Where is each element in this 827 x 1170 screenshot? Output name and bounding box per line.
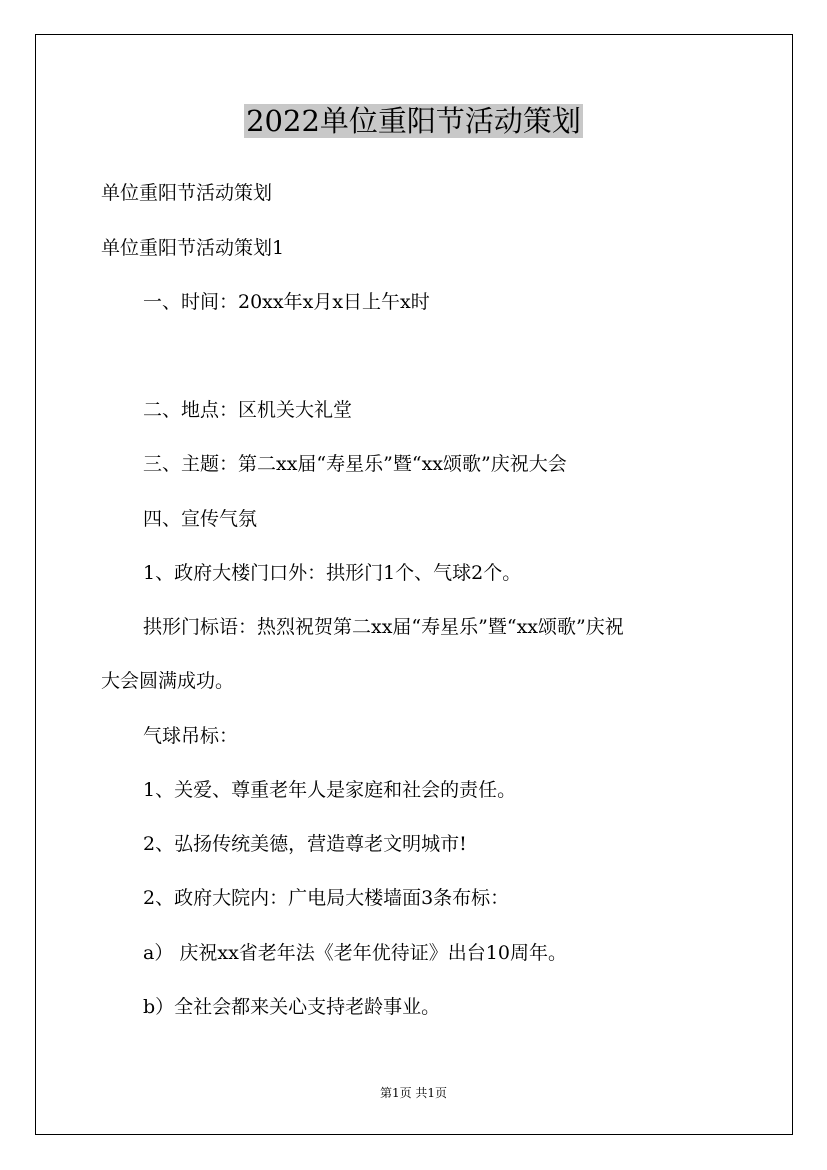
paragraph-1: 单位重阳节活动策划 [101, 182, 273, 204]
paragraph-3: 一、时间：20xx年x月x日上午x时 [143, 291, 430, 313]
paragraph-4: 二、地点：区机关大礼堂 [143, 399, 353, 421]
paragraph-8: 拱形门标语：热烈祝贺第二xx届“寿星乐”暨“xx颂歌”庆祝 [143, 616, 624, 638]
paragraph-6: 四、宣传气氛 [143, 508, 258, 530]
paragraph-14: b）全社会都来关心支持老龄事业。 [143, 996, 441, 1018]
paragraph-8-continued: 大会圆满成功。 [101, 670, 235, 692]
document-title-text: 2022单位重阳节活动策划 [246, 104, 581, 138]
paragraph-13: a） 庆祝xx省老年法《老年优待证》出台10周年。 [143, 942, 567, 964]
paragraph-7: 1、政府大楼门口外：拱形门1个、气球2个。 [143, 562, 522, 584]
page-footer: 第1页 共1页 [379, 1086, 448, 1100]
paragraph-9: 气球吊标： [143, 725, 239, 747]
paragraph-2: 单位重阳节活动策划1 [101, 237, 285, 259]
paragraph-5: 三、主题：第二xx届“寿星乐”暨“xx颂歌”庆祝大会 [143, 453, 567, 475]
document-title [0, 101, 827, 141]
paragraph-12: 2、政府大院内：广电局大楼墙面3条布标： [143, 887, 510, 909]
paragraph-10: 1、关爱、尊重老年人是家庭和社会的责任。 [143, 779, 517, 801]
paragraph-11: 2、弘扬传统美德，营造尊老文明城市! [143, 833, 467, 855]
